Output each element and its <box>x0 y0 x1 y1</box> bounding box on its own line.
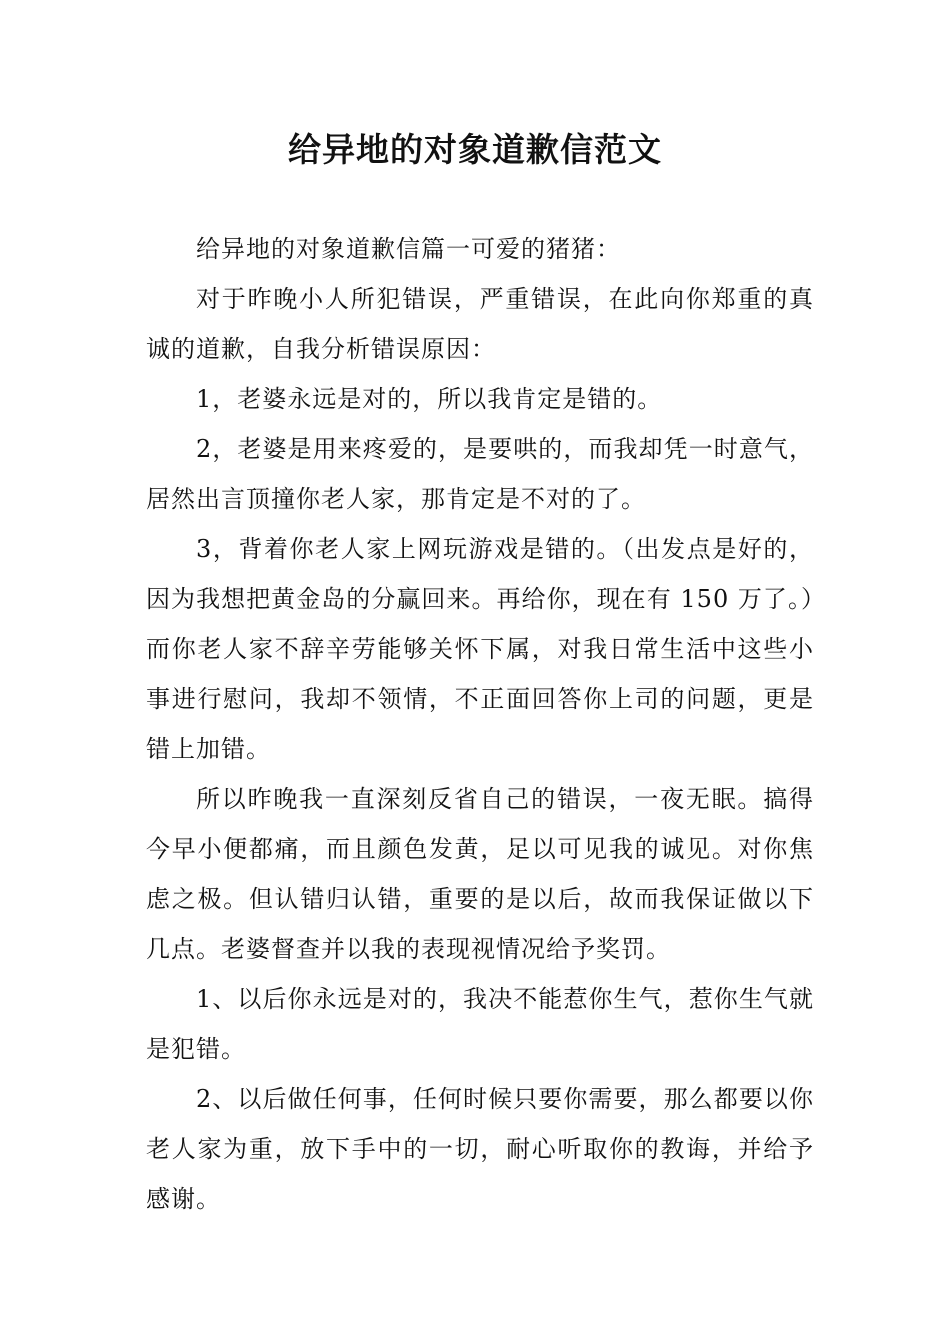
document-body <box>146 224 814 1224</box>
paragraph-reason-3: 3，背着你老人家上网玩游戏是错的。（出发点是好的，因为我想把黄金岛的分赢回来。再给你，现在有 150 万了。）而你老人家不辞辛劳能够关怀下属，对我日常生活中这些小事进行慰问，我却不领情，不正面回答你上司的问题，更是错上加错。 <box>146 535 814 763</box>
document-title: 给异地的对象道歉信范文 <box>288 130 662 169</box>
paragraph-reflection: 所以昨晚我一直深刻反省自己的错误，一夜无眠。搞得今早小便都痛，而且颜色发黄，足以可见我的诚见。对你焦虑之极。但认错归认错，重要的是以后，故而我保证做以下几点。老婆督查并以我的表现视情况给予奖罚。 <box>146 785 814 963</box>
paragraph-promise-2: 2、以后做任何事，任何时候只要你需要，那么都要以你老人家为重，放下手中的一切，耐心听取你的教诲，并给予感谢。 <box>146 1085 814 1213</box>
paragraph-reason-1: 1，老婆永远是对的，所以我肯定是错的。 <box>196 385 663 413</box>
paragraph-promise-1: 1、以后你永远是对的，我决不能惹你生气，惹你生气就是犯错。 <box>146 985 814 1063</box>
paragraph-intro: 对于昨晚小人所犯错误，严重错误，在此向你郑重的真诚的道歉，自我分析错误原因： <box>146 285 814 363</box>
paragraph-reason-2: 2，老婆是用来疼爱的，是要哄的，而我却凭一时意气，居然出言顶撞你老人家，那肯定是不对的了。 <box>146 435 814 513</box>
paragraph-salutation: 给异地的对象道歉信篇一可爱的猪猪： <box>196 235 621 263</box>
